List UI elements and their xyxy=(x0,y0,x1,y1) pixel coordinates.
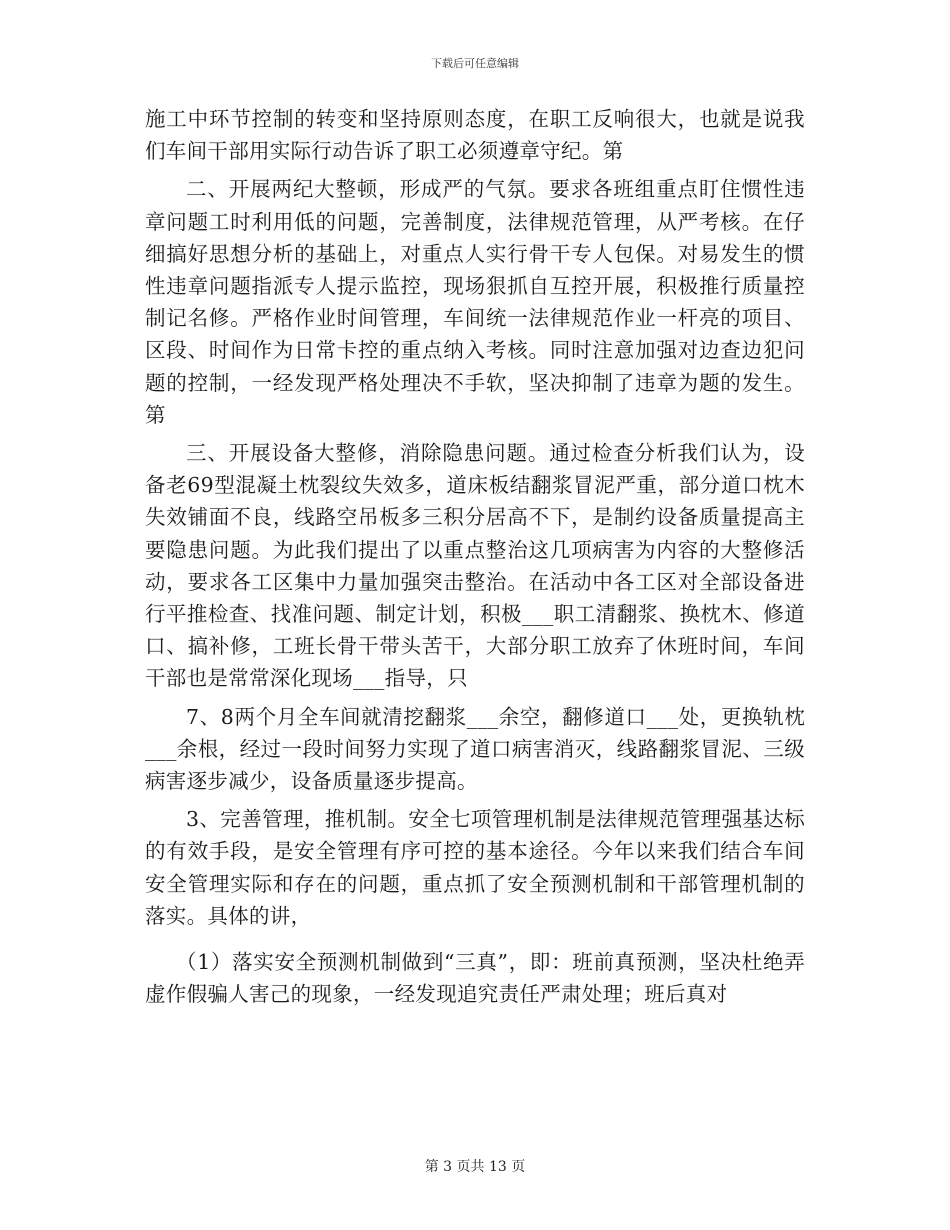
paragraph-4: 7、8两个月全车间就清挖翻浆___余空，翻修道口___处，更换轨枕___余根，经过一段时间努力实现了道口病害消灭，线路翻浆冒泥、三级病害逐步减少，设备质量逐步提高。 xyxy=(145,704,805,794)
paragraph-3: 三、开展设备大整修，消除隐患问题。通过检查分析我们认为，设备老69型混凝土枕裂纹失效多，道床板结翻浆冒泥严重，部分道口枕木失效铺面不良，线路空吊板多三积分居高不下，是制约设备质量提高主要隐患问题。为此我们提出了以重点整治这几项病害为内容的大整修活动，要求各工区集中力量加强突击整治。在活动中各工区对全部设备进行平推检查、找准问题、制定计划，积极___职工清翻浆、换枕木、修道口、搞补修，工班长骨干带头苦干，大部分职工放弃了休班时间，车间干部也是常常深化现场___指导，只 xyxy=(145,441,805,691)
paragraph-2: 二、开展两纪大整顿，形成严的气氛。要求各班组重点盯住惯性违章问题工时利用低的问题，完善制度，法律规范管理，从严考核。在仔细搞好思想分析的基础上，对重点人实行骨干专人包保。对易发生的惯性违章问题指派专人提示监控，现场狠抓自互控开展，积极推行质量控制记名修。严格作业时间管理，车间统一法律规范作业一杆亮的项目、区段、时间作为日常卡控的重点纳入考核。同时注意加强对边查边犯问题的控制，一经发现严格处理决不手软，坚决抑制了违章为题的发生。第 xyxy=(145,177,805,427)
paragraph-5: 3、完善管理，推机制。安全七项管理机制是法律规范管理强基达标的有效手段，是安全管理有序可控的基本途径。今年以来我们结合车间安全管理实际和存在的问题，重点抓了安全预测机制和干部管理机制的落实。具体的讲， xyxy=(145,807,805,928)
page-header: 下载后可任意编辑 xyxy=(431,57,519,70)
paragraph-6: （1）落实安全预测机制做到“三真”，即：班前真预测，坚决杜绝弄虚作假骗人害己的现象，一经发现追究责任严肃处理；班后真对 xyxy=(145,950,805,1007)
paragraph-1: 施工中环节控制的转变和坚持原则态度，在职工反响很大，也就是说我们车间干部用实际行动告诉了职工必须遵章守纪。第 xyxy=(145,107,805,164)
document-body xyxy=(145,103,805,1010)
page-footer: 第 3 页共 13 页 xyxy=(424,1159,526,1175)
